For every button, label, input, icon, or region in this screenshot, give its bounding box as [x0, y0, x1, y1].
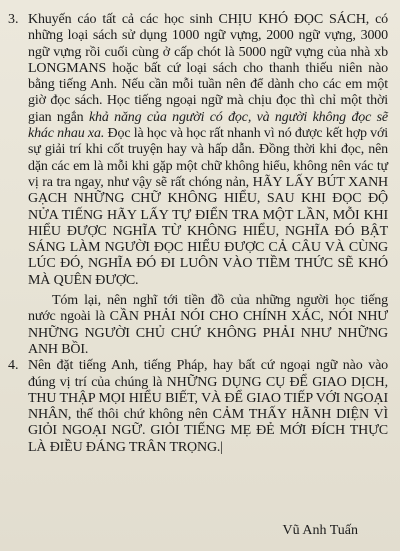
item-3-text-b: Đọc là học và học rất nhanh vì nó được kết hợp với sự giải trí khi cốt truyện hay và hấp dẫn. Đồng thời khi đọc, nên dặn các em là mỗi khi gặp một chữ không hiểu, không nên vác tự vị ra tra ngay, như vậy sẽ rất chóng nản, HÃY LẤY BÚT XANH GẠCH NHỮNG CHỮ KHÔNG HIỂU, SAU KHI ĐỌC ĐỘ NỬA TIẾNG HÃY LẤY TỰ ĐIỂN TRA MỘT LẦN, MỖI KHI HIỂU ĐƯỢC NGHĨA TỪ KHÔNG HIỂU, NGHĨA ĐÓ BẬT SÁNG LÀM NGƯỜI ĐỌC HIỂU ĐƯỢC CẢ CÂU VÀ CÙNG LÚC ĐÓ, NGHĨA ĐÓ ĐI LUÔN VÀO TIỀM THỨC SẼ KHÓ MÀ QUÊN ĐƯỢC.	[28, 126, 388, 288]
list-item-3	[8, 12, 388, 289]
item-number: 4.	[8, 358, 19, 374]
item-number: 3.	[8, 12, 19, 27]
summary-paragraph: Tóm lại, nên nghĩ tới tiền đồ của những người học tiếng nước ngoài là CẦN PHẢI NÓI CHO CHÍNH XÁC, NÓI NHƯ NHỮNG NGƯỜI CHỦ CHỨ KHÔNG PHẢI NHƯ NHỮNG ANH BỒI.	[28, 293, 388, 357]
item-3-italic-text: khả năng của người có đọc, và người không đọc sẽ khác nhau xa.	[28, 109, 388, 142]
item-4-text: Nên đặt tiếng Anh, tiếng Pháp, hay bất cứ ngoại ngữ nào vào đúng vị trí của chúng là NHỮNG DỤNG CỤ ĐỂ GIAO DỊCH, THU THẬP MỌI HIỂU BIẾT, VÀ ĐỂ GIAO TIẾP VỚI NGOẠI NHÂN, thế thôi chứ không nên CẢM THẤY HÃNH DIỆN VÌ GIỎI NGOẠI NGỮ. GIỎI TIẾNG MẸ ĐẺ MỚI ĐÍCH THỰC LÀ ĐIỀU ĐÁNG TRÂN TRỌNG.|	[28, 358, 388, 455]
item-3-text-a: Khuyến cáo tất cả các học sinh CHỊU KHÓ ĐỌC SÁCH, có những loại sách sử dụng 1000 ngữ vựng, 2000 ngữ vựng, 3000 ngữ vựng rồi cuối cùng ở cấp chót là 5000 ngữ vựng của nhà xb LONGMANS hoặc bất cứ loại sách cho thanh thiếu niên nào bằng tiếng Anh. Nếu cần mỗi tuần nên để dành cho các em một giờ đọc sách. Học tiếng ngoại ngữ mà chịu đọc thì chỉ một thời gian ngắn	[28, 12, 388, 125]
list-item-4	[8, 358, 388, 456]
author-signature: Vũ Anh Tuấn	[282, 523, 358, 538]
item-3-text	[28, 12, 388, 289]
